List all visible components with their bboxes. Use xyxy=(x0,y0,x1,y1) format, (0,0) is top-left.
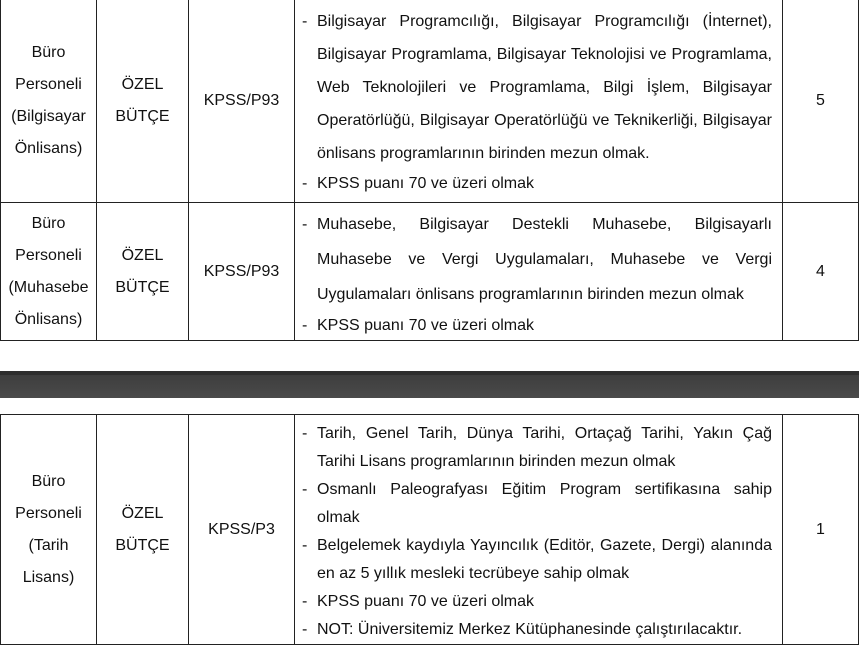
requirement-text: Osmanlı Paleografyası Eğitim Program sertifikasına sahip olmak xyxy=(317,481,772,526)
requirement-item xyxy=(295,170,782,198)
exam-cell: KPSS/P3 xyxy=(189,415,295,645)
table-row xyxy=(1,0,859,203)
requirement-text: KPSS puanı 70 ve üzeri olmak xyxy=(317,593,535,610)
bullet-dash: - xyxy=(302,425,308,442)
requirements-cell xyxy=(295,203,783,341)
requirement-item xyxy=(295,5,782,170)
position-title-cell xyxy=(1,0,97,203)
title-line: Önlisans) xyxy=(14,139,83,157)
title-line: (Muhasebe xyxy=(8,278,89,296)
requirement-item xyxy=(295,420,782,476)
requirement-text: KPSS puanı 70 ve üzeri olmak xyxy=(317,317,535,334)
position-title-cell xyxy=(1,415,97,645)
requirement-item xyxy=(295,207,782,312)
section-divider-bar xyxy=(0,371,859,398)
exam-cell: KPSS/P93 xyxy=(189,0,295,203)
requirement-item xyxy=(295,476,782,532)
bullet-dash: - xyxy=(302,537,308,554)
budget-cell xyxy=(97,0,189,203)
title-line: Büro xyxy=(31,472,66,490)
budget-cell xyxy=(97,415,189,645)
budget-line: BÜTÇE xyxy=(115,278,170,296)
quota-cell: 4 xyxy=(783,203,859,341)
exam-cell: KPSS/P93 xyxy=(189,203,295,341)
budget-line: ÖZEL xyxy=(121,75,164,93)
requirement-text: Muhasebe, Bilgisayar Destekli Muhasebe, Bilgisayarlı Muhasebe ve Vergi Uygulamaları, Muhasebe ve Vergi Uygulamaları önlisans programlarının birinden mezun olmak xyxy=(317,216,772,303)
position-table-2 xyxy=(0,414,859,645)
budget-line: BÜTÇE xyxy=(115,107,170,125)
bullet-dash: - xyxy=(302,175,308,192)
requirements-cell xyxy=(295,0,783,203)
requirement-text: Tarih, Genel Tarih, Dünya Tarihi, Ortaçağ Tarihi, Yakın Çağ Tarihi Lisans programlarının birinden mezun olmak xyxy=(317,425,772,470)
budget-line: ÖZEL xyxy=(121,246,164,264)
quota-cell: 5 xyxy=(783,0,859,203)
budget-line: ÖZEL xyxy=(121,504,164,522)
bullet-dash: - xyxy=(302,317,308,334)
title-line: Personeli xyxy=(15,75,82,93)
title-line: (Tarih xyxy=(28,536,69,554)
title-line: Lisans) xyxy=(22,568,75,586)
table-row xyxy=(1,415,859,645)
title-line: (Bilgisayar xyxy=(11,107,86,125)
title-line: Personeli xyxy=(15,504,82,522)
requirement-item xyxy=(295,532,782,588)
bullet-dash: - xyxy=(302,621,308,638)
budget-line: BÜTÇE xyxy=(115,536,170,554)
requirement-text: Bilgisayar Programcılığı, Bilgisayar Programcılığı (İnternet), Bilgisayar Programlama, Bilgisayar Teknolojisi ve Programlama, Web Teknolojileri ve Programlama, Bilgi İşlem, Bilgisayar Operatörlüğü, Bilgisayar Operatörlüğü ve Teknikerliği, Bilgisayar önlisans programlarının birinden mezun olmak. xyxy=(317,13,772,162)
title-line: Büro xyxy=(31,214,66,232)
bullet-dash: - xyxy=(302,216,308,233)
title-line: Önlisans) xyxy=(14,310,83,328)
bullet-dash: - xyxy=(302,481,308,498)
bullet-dash: - xyxy=(302,13,308,30)
quota-cell: 1 xyxy=(783,415,859,645)
requirement-text: Belgelemek kaydıyla Yayıncılık (Editör, Gazete, Dergi) alanında en az 5 yıllık mesleki tecrübeye sahip olmak xyxy=(317,537,772,582)
requirement-text: NOT: Üniversitemiz Merkez Kütüphanesinde çalıştırılacaktır. xyxy=(317,621,743,638)
title-line: Büro xyxy=(31,43,66,61)
bullet-dash: - xyxy=(302,593,308,610)
title-line: Personeli xyxy=(15,246,82,264)
requirement-item xyxy=(295,588,782,616)
requirement-item xyxy=(295,312,782,340)
table-row xyxy=(1,203,859,341)
position-title-cell xyxy=(1,203,97,341)
requirement-text: KPSS puanı 70 ve üzeri olmak xyxy=(317,175,535,192)
requirement-item xyxy=(295,616,782,644)
requirements-cell xyxy=(295,415,783,645)
budget-cell xyxy=(97,203,189,341)
